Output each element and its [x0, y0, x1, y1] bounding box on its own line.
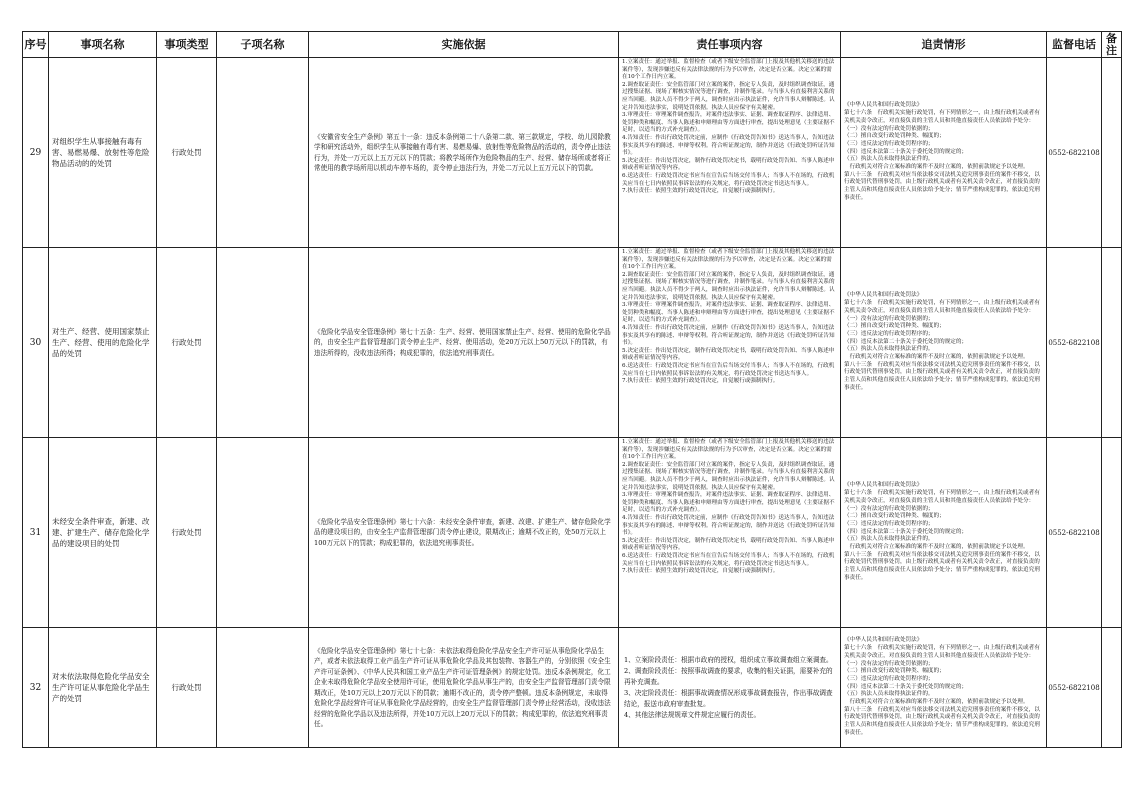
header-subitem-name: 子项名称	[217, 32, 309, 58]
accountability-cell: 《中华人民共和国行政处罚法》 第七十六条 行政机关实施行政处罚，有下列情形之一，由上级行政机关或者有关机关责令改正，对直接负责的主管人员和其他直接责任人员依法给予处分： （一）没有法定的行政处罚依据的； （二）擅自改变行政处罚种类、幅度的； （三）违反法定的行政处罚程序的； （四）违反本法第二十条关于委托处罚的规定的； （五）执法人员未取得执法证件的。 行政机关对符合立案标准的案件不及时立案的，依照前款规定予以处理。 第八十三条 行政机关对应当依法移交司法机关追究刑事责任的案件不移交，以行政处罚代替刑事处罚，由上级行政机关或者有关机关责令改正，对直接负责的主管人员和其他直接责任人员依法给予处分；情节严重构成犯罪的，依法追究刑事责任。	[841, 438, 1047, 628]
table-row	[23, 58, 1122, 248]
header-basis: 实施依据	[309, 32, 619, 58]
header-phone: 监督电话	[1047, 32, 1102, 58]
responsibility-cell: 1.立案责任：通过举报、监督检查（或者下级安全监管部门上报及其他机关移送的违法案件等），发现涉嫌违反有关法律法规的行为予以审查，决定是否立案。决定立案的需在10个工作日内立案。 2.调查取证责任：安全监管部门对立案的案件，指定专人负责，及时组织调查取证，通过搜集证据、现场了解核实情况等进行调查，并制作笔录。与当事人有直接利害关系的应当回避。执法人员不得少于两人，调查时应出示执法证件，允许当事人辩解陈述。认定并告知违法事实，说明处罚依据。执法人员应保守有关秘密。 3.审理责任：审理案件调查报告，对案件违法事实、证据、调查取证程序、法律适用、处罚种类和幅度、当事人陈述和申辩理由等方面进行审查，提出处理意见（主要证据不足时，以适当的方式补充调查）。 4.告知责任：作出行政处罚决定前，应制作《行政处罚告知书》送达当事人，告知违法事实及其享有的陈述、申辩等权利。符合听证规定的，制作并送达《行政处罚听证告知书》。 5.决定责任：作出处罚决定，制作行政处罚决定书，载明行政处罚告知、当事人陈述申辩或者听证情况等内容。 6.送达责任：行政处罚决定书应当在宣告后当场交付当事人；当事人不在场的，行政机关应当在七日内依照民事诉讼法的有关规定，将行政处罚决定书送达当事人。 7.执行责任：依照生效的行政处罚决定，自觉履行或强制执行。	[619, 248, 841, 438]
responsibility-cell: 1.立案责任：通过举报、监督检查（或者下级安全监管部门上报及其他机关移送的违法案件等），发现涉嫌违反有关法律法规的行为予以审查，决定是否立案。决定立案的需在10个工作日内立案。 2.调查取证责任：安全监管部门对立案的案件，指定专人负责，及时组织调查取证，通过搜集证据、现场了解核实情况等进行调查，并制作笔录。与当事人有直接利害关系的应当回避。执法人员不得少于两人，调查时应出示执法证件，允许当事人辩解陈述。认定并告知违法事实，说明处罚依据。执法人员应保守有关秘密。 3.审理责任：审理案件调查报告，对案件违法事实、证据、调查取证程序、法律适用、处罚种类和幅度、当事人陈述和申辩理由等方面进行审查，提出处理意见（主要证据不足时，以适当的方式补充调查）。 4.告知责任：作出行政处罚决定前，应制作《行政处罚告知书》送达当事人，告知违法事实及其享有的陈述、申辩等权利。符合听证规定的，制作并送达《行政处罚听证告知书》。 5.决定责任：作出处罚决定，制作行政处罚决定书，载明行政处罚告知、当事人陈述申辩或者听证情况等内容。 6.送达责任：行政处罚决定书应当在宣告后当场交付当事人；当事人不在场的，行政机关应当在七日内依照民事诉讼法的有关规定，将行政处罚决定书送达当事人。 7.执行责任：依照生效的行政处罚决定，自觉履行或强制执行。	[619, 58, 841, 248]
item-type-cell: 行政处罚	[157, 628, 217, 748]
phone-cell: 0552-6822108	[1047, 438, 1102, 628]
subitem-cell	[217, 58, 309, 248]
remark-cell	[1102, 248, 1122, 438]
seq-cell: 30	[23, 248, 49, 438]
item-type-cell: 行政处罚	[157, 58, 217, 248]
basis-cell: 《危险化学品安全管理条例》第七十五条：生产、经营、使用国家禁止生产、经营、使用的危险化学品的，由安全生产监督管理部门责令停止生产、经营、使用活动，处20万元以上50万元以下的罚款，有违法所得的，没收违法所得；构成犯罪的，依法追究刑事责任。	[309, 248, 619, 438]
basis-cell: 《危险化学品安全管理条例》第七十六条：未经安全条件审查，新建、改建、扩建生产、储存危险化学品的建设项目的，由安全生产监督管理部门责令停止建设，限期改正；逾期不改正的，处50万元以上100万元以下的罚款；构成犯罪的，依法追究刑事责任。	[309, 438, 619, 628]
remark-cell	[1102, 58, 1122, 248]
accountability-cell: 《中华人民共和国行政处罚法》 第七十六条 行政机关实施行政处罚，有下列情形之一，由上级行政机关或者有关机关责令改正，对直接负责的主管人员和其他直接责任人员依法给予处分： （一）没有法定的行政处罚依据的； （二）擅自改变行政处罚种类、幅度的； （三）违反法定的行政处罚程序的； （四）违反本法第二十条关于委托处罚的规定的； （五）执法人员未取得执法证件的。 行政机关对符合立案标准的案件不及时立案的，依照前款规定予以处理。 第八十三条 行政机关对应当依法移交司法机关追究刑事责任的案件不移交，以行政处罚代替刑事处罚，由上级行政机关或者有关机关责令改正，对直接负责的主管人员和其他直接责任人员依法给予处分；情节严重构成犯罪的，依法追究刑事责任。	[841, 58, 1047, 248]
subitem-cell	[217, 628, 309, 748]
phone-cell: 0552-6822108	[1047, 248, 1102, 438]
item-name-cell: 对生产、经营、使用国家禁止生产、经营、使用的危险化学品的处罚	[49, 248, 157, 438]
remark-cell	[1102, 628, 1122, 748]
responsibility-cell: 1.立案责任：通过举报、监督检查（或者下级安全监管部门上报及其他机关移送的违法案件等），发现涉嫌违反有关法律法规的行为予以审查，决定是否立案。决定立案的需在10个工作日内立案。 2.调查取证责任：安全监管部门对立案的案件，指定专人负责，及时组织调查取证，通过搜集证据、现场了解核实情况等进行调查，并制作笔录。与当事人有直接利害关系的应当回避。执法人员不得少于两人，调查时应出示执法证件，允许当事人辩解陈述。认定并告知违法事实，说明处罚依据。执法人员应保守有关秘密。 3.审理责任：审理案件调查报告，对案件违法事实、证据、调查取证程序、法律适用、处罚种类和幅度、当事人陈述和申辩理由等方面进行审查，提出处理意见（主要证据不足时，以适当的方式补充调查）。 4.告知责任：作出行政处罚决定前，应制作《行政处罚告知书》送达当事人，告知违法事实及其享有的陈述、申辩等权利。符合听证规定的，制作并送达《行政处罚听证告知书》。 5.决定责任：作出处罚决定，制作行政处罚决定书，载明行政处罚告知、当事人陈述申辩或者听证情况等内容。 6.送达责任：行政处罚决定书应当在宣告后当场交付当事人；当事人不在场的，行政机关应当在七日内依照民事诉讼法的有关规定，将行政处罚决定书送达当事人。 7.执行责任：依照生效的行政处罚决定，自觉履行或强制执行。	[619, 438, 841, 628]
accountability-cell: 《中华人民共和国行政处罚法》 第七十六条 行政机关实施行政处罚，有下列情形之一，由上级行政机关或者有关机关责令改正，对直接负责的主管人员和其他直接责任人员依法给予处分： （一）没有法定的行政处罚依据的； （二）擅自改变行政处罚种类、幅度的； （三）违反法定的行政处罚程序的； （四）违反本法第二十条关于委托处罚的规定的； （五）执法人员未取得执法证件的。 行政机关对符合立案标准的案件不及时立案的，依照前款规定予以处理。 第八十三条 行政机关对应当依法移交司法机关追究刑事责任的案件不移交，以行政处罚代替刑事处罚，由上级行政机关或者有关机关责令改正，对直接负责的主管人员和其他直接责任人员依法给予处分；情节严重构成犯罪的，依法追究刑事责任。	[841, 628, 1047, 748]
subitem-cell	[217, 248, 309, 438]
header-responsibility: 责任事项内容	[619, 32, 841, 58]
responsibility-cell: 1、立案阶段责任：根据市政府的授权，组织成立事故调查组立案调查。 2、调查阶段责任：按照事故调查的要求，收集的相关证据，需要补充的再补充调查。 3、决定阶段责任：根据事故调查情况形成事故调查报告，作出事故调查结论，报送市政府审查批复。 4、其他法律法规规章文件规定应履行的责任。	[619, 628, 841, 748]
table-row	[23, 438, 1122, 628]
table-row	[23, 248, 1122, 438]
table-row	[23, 628, 1122, 748]
seq-cell: 32	[23, 628, 49, 748]
phone-cell: 0552-6822108	[1047, 58, 1102, 248]
header-seq: 序号	[23, 32, 49, 58]
item-name-cell: 对组织学生从事接触有毒有害、易燃易爆、放射性等危险物品活动的的处罚	[49, 58, 157, 248]
header-accountability: 追责情形	[841, 32, 1047, 58]
item-name-cell: 对未依法取得危险化学品安全生产许可证从事危险化学品生产的处罚	[49, 628, 157, 748]
header-row	[23, 32, 1122, 58]
item-type-cell: 行政处罚	[157, 438, 217, 628]
subitem-cell	[217, 438, 309, 628]
duty-list-table	[22, 31, 1122, 748]
remark-cell	[1102, 438, 1122, 628]
seq-cell: 31	[23, 438, 49, 628]
basis-cell: 《危险化学品安全管理条例》第七十七条：未依法取得危险化学品安全生产许可证从事危险化学品生产，或者未依法取得工业产品生产许可证从事危险化学品及其包装物、容器生产的，分别依照《安全生产许可证条例》、《中华人民共和国工业产品生产许可证管理条例》的规定处罚。违反本条例规定，化工企业未取得危险化学品安全使用许可证，使用危险化学品从事生产的，由安全生产监督管理部门责令限期改正，处10万元以上20万元以下的罚款；逾期不改正的，责令停产整顿。违反本条例规定，未取得危险化学品经营许可证从事危险化学品经营的，由安全生产监督管理部门责令停止经营活动，没收违法经营的危险化学品以及违法所得，并处10万元以上20万元以下的罚款；构成犯罪的，依法追究刑事责任。	[309, 628, 619, 748]
phone-cell: 0552-6822108	[1047, 628, 1102, 748]
duty-list-sheet	[22, 31, 1117, 748]
item-type-cell: 行政处罚	[157, 248, 217, 438]
header-remark: 备注	[1102, 32, 1122, 58]
header-item-name: 事项名称	[49, 32, 157, 58]
header-item-type: 事项类型	[157, 32, 217, 58]
accountability-cell: 《中华人民共和国行政处罚法》 第七十六条 行政机关实施行政处罚，有下列情形之一，由上级行政机关或者有关机关责令改正，对直接负责的主管人员和其他直接责任人员依法给予处分： （一）没有法定的行政处罚依据的； （二）擅自改变行政处罚种类、幅度的； （三）违反法定的行政处罚程序的； （四）违反本法第二十条关于委托处罚的规定的； （五）执法人员未取得执法证件的。 行政机关对符合立案标准的案件不及时立案的，依照前款规定予以处理。 第八十三条 行政机关对应当依法移交司法机关追究刑事责任的案件不移交，以行政处罚代替刑事处罚，由上级行政机关或者有关机关责令改正，对直接负责的主管人员和其他直接责任人员依法给予处分；情节严重构成犯罪的，依法追究刑事责任。	[841, 248, 1047, 438]
item-name-cell: 未经安全条件审查，新建、改建、扩建生产、储存危险化学品的建设项目的处罚	[49, 438, 157, 628]
seq-cell: 29	[23, 58, 49, 248]
basis-cell: 《安徽省安全生产条例》第五十一条：违反本条例第二十八条第二款、第三款规定，学校、幼儿园除教学和研究活动外，组织学生从事接触有毒有害、易燃易爆、放射性等危险物品的活动的，责令停止违法行为，并处一万元以上五万元以下的罚款；将教学场所作为危险物品的生产、经营、储存场所或者将正常使用的教学场所用以机动车停车场的，责令停止违法行为，并处二万元以上五万元以下的罚款。	[309, 58, 619, 248]
